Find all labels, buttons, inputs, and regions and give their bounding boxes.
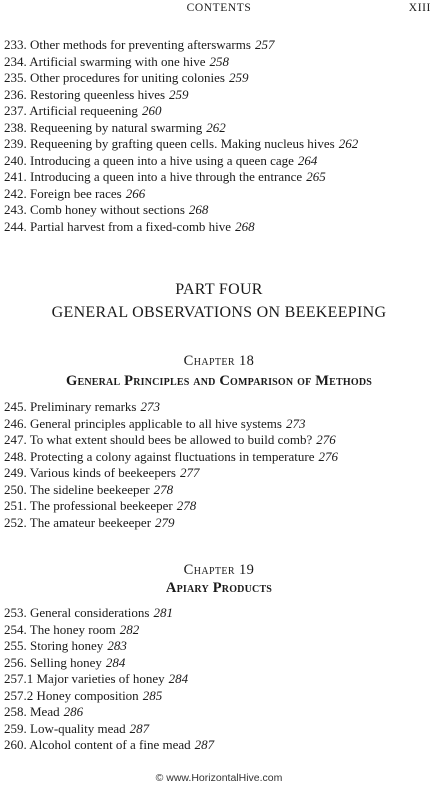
toc-entry — [4, 482, 338, 499]
toc-entry-page: 257 — [254, 37, 275, 52]
toc-entry-page: 258 — [209, 53, 229, 69]
toc-entry-page: 282 — [119, 621, 140, 637]
toc-entry-page: 286 — [63, 704, 84, 719]
toc-list-chapter-19 — [4, 605, 214, 754]
toc-entry-page: 283 — [107, 638, 127, 653]
toc-entry — [4, 219, 358, 236]
part-heading: PART FOUR — [175, 281, 263, 298]
toc-entry-page: 287 — [194, 737, 215, 752]
toc-entry-page: 287 — [129, 720, 150, 736]
toc-entry — [4, 136, 358, 153]
toc-entry-page: 276 — [316, 432, 336, 447]
toc-entry-title: 240. Introducing a queen into a hive using a queen cage — [4, 152, 294, 168]
toc-entry-title: 249. Various kinds of beekeepers — [4, 465, 176, 480]
toc-entry-page: 266 — [125, 185, 146, 201]
chapter-18-title: General Principles and Comparison of Methods — [65, 373, 373, 389]
toc-entry-title: 254. The honey room — [4, 621, 116, 637]
running-header — [0, 2, 438, 18]
toc-entry-page: 260 — [141, 103, 162, 118]
toc-entry-title: 234. Artificial swarming with one hive — [4, 53, 206, 69]
toc-entry — [4, 671, 214, 688]
copyright-footer: © www.HorizontalHive.com — [155, 772, 283, 784]
toc-entry — [4, 449, 338, 466]
toc-entry-title: 252. The amateur beekeeper — [4, 514, 152, 530]
toc-entry-title: 243. Comb honey without sections — [4, 202, 185, 217]
toc-entry-title: 255. Storing honey — [4, 638, 104, 653]
toc-entry — [4, 515, 338, 532]
toc-entry — [4, 432, 338, 449]
toc-entry-page: 262 — [206, 119, 226, 135]
toc-entry — [4, 54, 358, 71]
part-title: GENERAL OBSERVATIONS ON BEEKEEPING — [51, 304, 387, 321]
toc-list-chapter-18 — [4, 399, 338, 531]
toc-entry — [4, 704, 214, 721]
toc-entry-title: 236. Restoring queenless hives — [4, 86, 166, 102]
toc-entry — [4, 399, 338, 416]
toc-entry-page: 276 — [318, 448, 338, 464]
toc-entry-title: 233. Other methods for preventing afterswarms — [4, 37, 251, 52]
chapter-18-number: Chapter 18 — [183, 353, 255, 369]
toc-entry-title: 237. Artificial requeening — [4, 103, 138, 118]
toc-entry-page: 259 — [228, 70, 249, 85]
toc-entry — [4, 416, 338, 433]
toc-entry — [4, 638, 214, 655]
toc-entry-page: 281 — [153, 605, 173, 620]
toc-entry-page: 273 — [285, 415, 306, 431]
toc-entry — [4, 498, 338, 515]
toc-entry — [4, 120, 358, 137]
toc-entry-page: 278 — [153, 481, 174, 497]
toc-entry — [4, 70, 358, 87]
toc-entry — [4, 169, 358, 186]
toc-entry-page: 279 — [155, 514, 175, 530]
toc-entry-title: 242. Foreign bee races — [4, 185, 122, 201]
toc-entry-page: 284 — [168, 671, 189, 686]
toc-entry-title: 244. Partial harvest from a fixed-comb hive — [4, 218, 232, 234]
toc-entry-title: 239. Requeening by grafting queen cells. Making nucleus hives — [4, 136, 335, 151]
toc-entry — [4, 37, 358, 54]
toc-entry-title: 235. Other procedures for uniting colonies — [4, 70, 225, 85]
toc-entry-page: 268 — [235, 218, 255, 234]
toc-entry — [4, 655, 214, 672]
toc-entry-title: 258. Mead — [4, 704, 60, 719]
toc-entry-page: 264 — [297, 152, 318, 168]
toc-entry — [4, 737, 214, 754]
chapter-19-title: Apiary Products — [165, 580, 273, 596]
toc-entry-title: 245. Preliminary remarks — [4, 399, 137, 414]
toc-entry-title: 246. General principles applicable to all hive systems — [4, 415, 282, 431]
toc-entry-title: 238. Requeening by natural swarming — [4, 119, 203, 135]
toc-entry — [4, 202, 358, 219]
toc-entry-title: 253. General considerations — [4, 605, 150, 620]
toc-entry — [4, 688, 214, 705]
running-header-title: CONTENTS — [186, 2, 252, 14]
toc-entry-page: 285 — [142, 687, 163, 703]
toc-entry — [4, 622, 214, 639]
toc-entry-title: 251. The professional beekeeper — [4, 498, 173, 513]
toc-entry-page: 265 — [306, 169, 326, 184]
toc-entry — [4, 103, 358, 120]
toc-entry-page: 273 — [140, 399, 160, 414]
toc-entry — [4, 186, 358, 203]
toc-entry-title: 247. To what extent should bees be allowed to build comb? — [4, 432, 313, 447]
toc-entry-page: 268 — [188, 202, 209, 217]
chapter-19-number: Chapter 19 — [183, 562, 255, 578]
toc-entry-title: 250. The sideline beekeeper — [4, 481, 150, 497]
toc-entry-title: 241. Introducing a queen into a hive through the entrance — [4, 169, 303, 184]
toc-entry — [4, 465, 338, 482]
toc-entry — [4, 87, 358, 104]
toc-entry-page: 259 — [169, 86, 189, 102]
toc-entry-page: 262 — [338, 136, 359, 151]
page-number: XIII — [408, 2, 431, 14]
toc-entry — [4, 721, 214, 738]
toc-entry-title: 259. Low-quality mead — [4, 720, 126, 736]
toc-entry-page: 277 — [179, 465, 200, 480]
toc-entry-title: 248. Protecting a colony against fluctuations in temperature — [4, 448, 315, 464]
toc-entry-title: 257.2 Honey composition — [4, 687, 139, 703]
toc-list-chapter-17-continued — [4, 37, 358, 235]
toc-entry-title: 260. Alcohol content of a fine mead — [4, 737, 191, 752]
toc-entry — [4, 153, 358, 170]
toc-entry-title: 257.1 Major varieties of honey — [4, 671, 165, 686]
toc-entry-title: 256. Selling honey — [4, 654, 102, 670]
toc-entry-page: 284 — [105, 654, 126, 670]
toc-entry — [4, 605, 214, 622]
toc-entry-page: 278 — [176, 498, 197, 513]
